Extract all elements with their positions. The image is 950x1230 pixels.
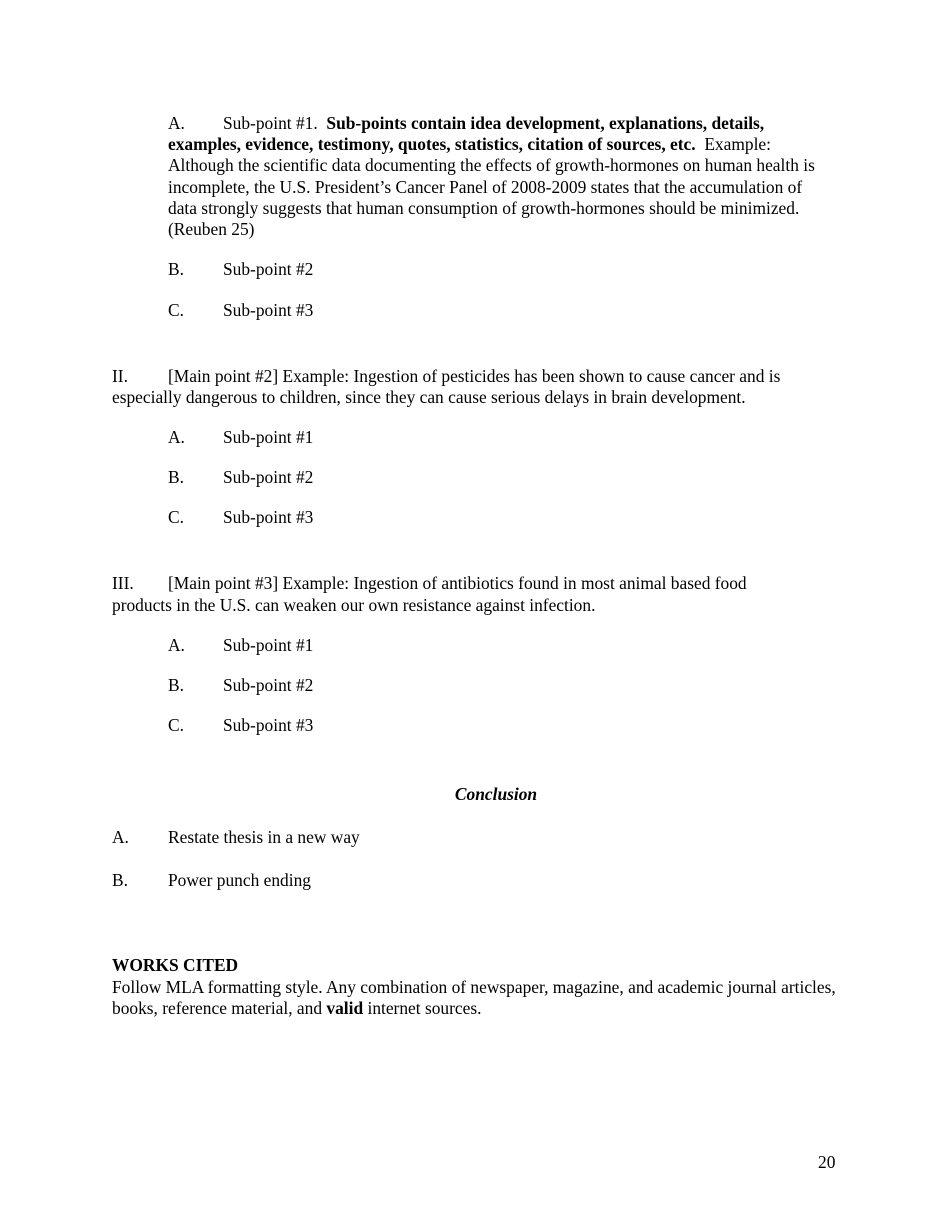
main-point-label: II. [112, 366, 128, 386]
conclusion-label: B. [112, 870, 128, 890]
list-item [168, 675, 313, 696]
conclusion-text: Restate thesis in a new way [168, 827, 360, 847]
main-point-text: [Main point #3] Example: Ingestion of antibiotics found in most animal based food [168, 573, 747, 593]
subpoint-label: B. [168, 675, 184, 695]
page-number: 20 [818, 1152, 836, 1172]
list-item [168, 427, 313, 448]
works-cited-heading: WORKS CITED [112, 955, 239, 975]
list-item [112, 870, 311, 891]
subpoint-intro: Sub-point #1. [223, 113, 318, 133]
list-item [112, 827, 360, 848]
conclusion-label: A. [112, 827, 129, 847]
subpoint-c [168, 300, 313, 321]
list-item [168, 715, 313, 736]
main-point-3-line1 [112, 573, 747, 594]
main-point-label: III. [112, 573, 134, 593]
subpoint-label: C. [168, 507, 184, 527]
subpoint-a-paragraph [168, 113, 828, 240]
subpoint-label: B. [168, 259, 184, 279]
subpoint-label: A. [168, 635, 185, 655]
subpoint-bold-text: Sub-points contain idea development, explanations, details, examples, evidence, testimony, quotes, statistics, citation of sources, etc. [168, 113, 765, 155]
subpoint-text: Sub-point #1 [223, 427, 314, 447]
subpoint-text: Sub-point #3 [223, 300, 314, 320]
subpoint-text: Sub-point #2 [223, 467, 314, 487]
list-item [168, 507, 313, 528]
subpoint-text: Sub-point #2 [223, 675, 314, 695]
main-point-2-line1 [112, 366, 780, 387]
subpoint-label: A. [168, 113, 185, 133]
works-cited-body: Follow MLA formatting style. Any combination of newspaper, magazine, and academic journal articles, books, reference material, and [112, 977, 836, 1019]
subpoint-text: Sub-point #1 [223, 635, 314, 655]
list-item [168, 467, 313, 488]
conclusion-text: Power punch ending [168, 870, 311, 890]
main-point-2-line2: especially dangerous to children, since they can cause serious delays in brain development. [112, 387, 746, 407]
main-point-text: [Main point #2] Example: Ingestion of pesticides has been shown to cause cancer and is [168, 366, 781, 386]
main-point-3-line2: products in the U.S. can weaken our own resistance against infection. [112, 595, 596, 615]
subpoint-label: B. [168, 467, 184, 487]
list-item [168, 635, 313, 656]
subpoint-text: Sub-point #3 [223, 507, 314, 527]
subpoint-b [168, 259, 313, 280]
subpoint-text: Sub-point #2 [223, 259, 314, 279]
subpoint-label: A. [168, 427, 185, 447]
conclusion-heading: Conclusion [454, 784, 538, 804]
subpoint-label: C. [168, 300, 184, 320]
subpoint-example-text: Example: Although the scientific data documenting the effects of growth-hormones on human health is incomplete, the U.S. President’s Cancer Panel of 2008-2009 states that the accumulation of data strongly suggests that human consumption of growth-hormones should be minimized. (Reuben 25) [168, 134, 815, 240]
works-cited-text [112, 977, 842, 1019]
works-cited-bold-word: valid [326, 998, 364, 1019]
subpoint-label: C. [168, 715, 184, 735]
subpoint-text: Sub-point #3 [223, 715, 314, 735]
works-cited-body-end: internet sources. [367, 998, 482, 1019]
